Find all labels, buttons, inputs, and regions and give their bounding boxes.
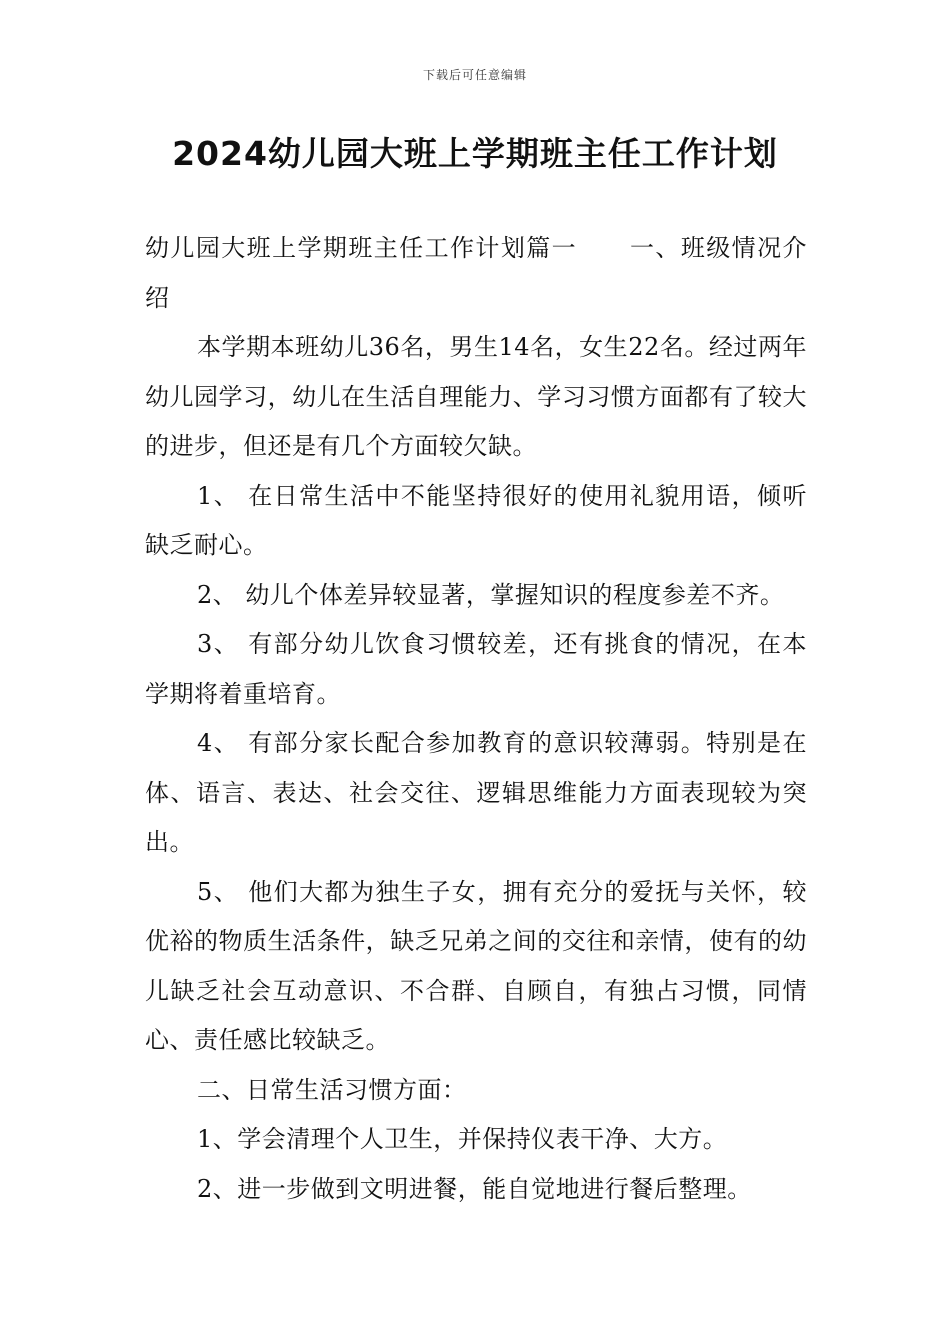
list-item-3: 3、 有部分幼儿饮食习惯较差，还有挑食的情况，在本学期将着重培育。	[145, 630, 807, 708]
section-heading: 一、班级情况介绍	[145, 234, 808, 312]
header-note: 下载后可任意编辑	[422, 68, 527, 82]
habit-item-2: 2、进一步做到文明进餐，能自觉地进行餐后整理。	[197, 1174, 752, 1203]
list-item-2: 2、 幼儿个体差异较显著，掌握知识的程度参差不齐。	[197, 580, 785, 609]
intro-line	[145, 224, 807, 323]
document-body	[145, 224, 807, 1214]
list-item-1: 1、 在日常生活中不能坚持很好的使用礼貌用语，倾听缺乏耐心。	[145, 481, 807, 559]
intro-subtitle: 幼儿园大班上学期班主任工作计划篇一	[145, 234, 578, 262]
paragraph-summary: 本学期本班幼儿36名，男生14名，女生22名。经过两年幼儿园学习，幼儿在生活自理能力、学习习惯方面都有了较大的进步，但还是有几个方面较欠缺。	[145, 333, 807, 460]
list-item-5: 5、 他们大都为独生子女，拥有充分的爱抚与关怀，较优裕的物质生活条件，缺乏兄弟之间的交往和亲情，使有的幼儿缺乏社会互动意识、不合群、自顾自，有独占习惯，同情心、责任感比较缺乏。	[145, 877, 807, 1054]
document-title: 2024幼儿园大班上学期班主任工作计划	[172, 134, 778, 173]
habit-item-1: 1、学会清理个人卫生，并保持仪表干净、大方。	[197, 1125, 728, 1153]
section-heading-2: 二、日常生活习惯方面：	[197, 1075, 467, 1104]
list-item-4: 4、 有部分家长配合参加教育的意识较薄弱。特别是在体、语言、表达、社会交往、逻辑思维能力方面表现较为突出。	[145, 729, 807, 856]
